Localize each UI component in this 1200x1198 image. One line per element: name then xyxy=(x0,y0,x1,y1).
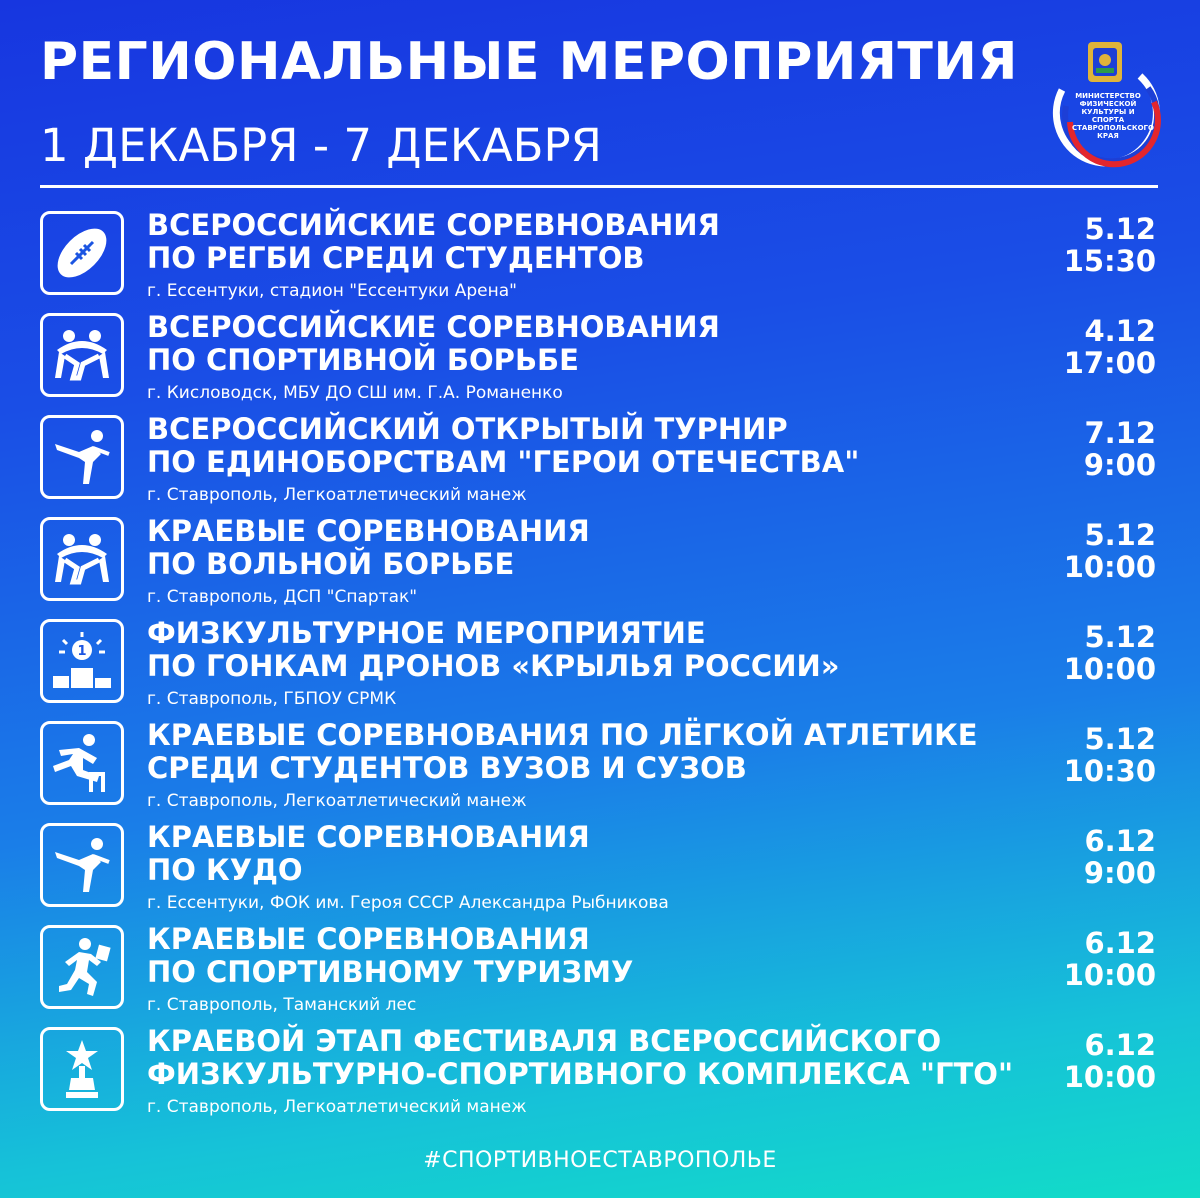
event-date: 4.12 xyxy=(1084,314,1156,348)
event-title-line1: КРАЕВЫЕ СОРЕВНОВАНИЯ xyxy=(147,820,590,854)
event-time: 10:00 xyxy=(1063,1060,1156,1094)
event-time: 10:00 xyxy=(1063,652,1156,686)
event-date: 5.12 xyxy=(1084,518,1156,552)
event-place: г. Ставрополь, ГБПОУ СРМК xyxy=(147,689,397,709)
event-time: 10:00 xyxy=(1063,550,1156,584)
event-row xyxy=(40,511,1158,613)
event-place: г. Ставрополь, ДСП "Спартак" xyxy=(147,587,418,607)
event-date: 5.12 xyxy=(1084,620,1156,654)
event-title-line2: ПО КУДО xyxy=(147,853,303,887)
date-range: 1 ДЕКАБРЯ - 7 ДЕКАБРЯ xyxy=(40,119,602,172)
event-date: 6.12 xyxy=(1084,926,1156,960)
martial-arts-kick-icon xyxy=(40,823,124,907)
event-title-line1: ВСЕРОССИЙСКИЙ ОТКРЫТЫЙ ТУРНИР xyxy=(147,412,788,446)
event-title-line2: ПО СПОРТИВНОЙ БОРЬБЕ xyxy=(147,343,579,377)
event-place: г. Ставрополь, Таманский лес xyxy=(147,995,417,1015)
wrestling-icon xyxy=(40,517,124,601)
event-title-line1: КРАЕВЫЕ СОРЕВНОВАНИЯ xyxy=(147,514,590,548)
event-place: г. Ставрополь, Легкоатлетический манеж xyxy=(147,485,527,505)
event-place: г. Ессентуки, стадион "Ессентуки Арена" xyxy=(147,281,517,301)
event-title-line1: ФИЗКУЛЬТУРНОЕ МЕРОПРИЯТИЕ xyxy=(147,616,706,650)
event-time: 10:30 xyxy=(1063,754,1156,788)
event-title-line2: ФИЗКУЛЬТУРНО-СПОРТИВНОГО КОМПЛЕКСА "ГТО" xyxy=(147,1057,1014,1091)
event-time: 10:00 xyxy=(1063,958,1156,992)
event-time: 15:30 xyxy=(1063,244,1156,278)
event-title-line1: ВСЕРОССИЙСКИЕ СОРЕВНОВАНИЯ xyxy=(147,310,720,344)
events-list xyxy=(40,205,1158,1123)
event-date: 5.12 xyxy=(1084,212,1156,246)
event-date: 7.12 xyxy=(1084,416,1156,450)
event-date: 5.12 xyxy=(1084,722,1156,756)
event-row xyxy=(40,715,1158,817)
event-title-line1: КРАЕВОЙ ЭТАП ФЕСТИВАЛЯ ВСЕРОССИЙСКОГО xyxy=(147,1024,942,1058)
event-row xyxy=(40,613,1158,715)
svg-text:1: 1 xyxy=(77,644,87,659)
wrestling-icon xyxy=(40,313,124,397)
event-time: 9:00 xyxy=(1083,448,1156,482)
orienteering-runner-icon xyxy=(40,925,124,1009)
event-place: г. Кисловодск, МБУ ДО СШ им. Г.А. Романенко xyxy=(147,383,563,403)
hurdles-runner-icon xyxy=(40,721,124,805)
rugby-ball-icon xyxy=(40,211,124,295)
event-row xyxy=(40,205,1158,307)
event-date: 6.12 xyxy=(1084,824,1156,858)
event-date: 6.12 xyxy=(1084,1028,1156,1062)
podium-medal-icon xyxy=(40,619,124,703)
event-row xyxy=(40,817,1158,919)
event-row xyxy=(40,307,1158,409)
event-time: 9:00 xyxy=(1083,856,1156,890)
event-title-line2: ПО ЕДИНОБОРСТВАМ "ГЕРОИ ОТЕЧЕСТВА" xyxy=(147,445,860,479)
event-place: г. Ставрополь, Легкоатлетический манеж xyxy=(147,791,527,811)
event-title-line1: КРАЕВЫЕ СОРЕВНОВАНИЯ ПО ЛЁГКОЙ АТЛЕТИКЕ xyxy=(147,718,978,752)
event-place: г. Ессентуки, ФОК им. Героя СССР Александра Рыбникова xyxy=(147,893,669,913)
event-title-line1: КРАЕВЫЕ СОРЕВНОВАНИЯ xyxy=(147,922,590,956)
event-title-line1: ВСЕРОССИЙСКИЕ СОРЕВНОВАНИЯ xyxy=(147,208,720,242)
event-title-line2: ПО РЕГБИ СРЕДИ СТУДЕНТОВ xyxy=(147,241,645,275)
event-title-line2: СРЕДИ СТУДЕНТОВ ВУЗОВ И СУЗОВ xyxy=(147,751,747,785)
event-title-line2: ПО ГОНКАМ ДРОНОВ «КРЫЛЬЯ РОССИИ» xyxy=(147,649,840,683)
event-title-line2: ПО СПОРТИВНОМУ ТУРИЗМУ xyxy=(147,955,634,989)
event-row xyxy=(40,919,1158,1021)
page-title: РЕГИОНАЛЬНЫЕ МЕРОПРИЯТИЯ xyxy=(40,32,1018,92)
event-place: г. Ставрополь, Легкоатлетический манеж xyxy=(147,1097,527,1117)
header-divider xyxy=(40,185,1158,188)
event-time: 17:00 xyxy=(1063,346,1156,380)
logo-text: МИНИСТЕРСТВО ФИЗИЧЕСКОЙ КУЛЬТУРЫ И СПОРТА СТАВРОПОЛЬСКОГО КРАЯ xyxy=(1072,92,1154,140)
event-row xyxy=(40,409,1158,511)
event-title-line2: ПО ВОЛЬНОЙ БОРЬБЕ xyxy=(147,547,515,581)
star-trophy-icon xyxy=(40,1027,124,1111)
hashtag: #СПОРТИВНОЕСТАВРОПОЛЬЕ xyxy=(423,1148,777,1173)
event-row xyxy=(40,1021,1158,1123)
martial-arts-kick-icon xyxy=(40,415,124,499)
